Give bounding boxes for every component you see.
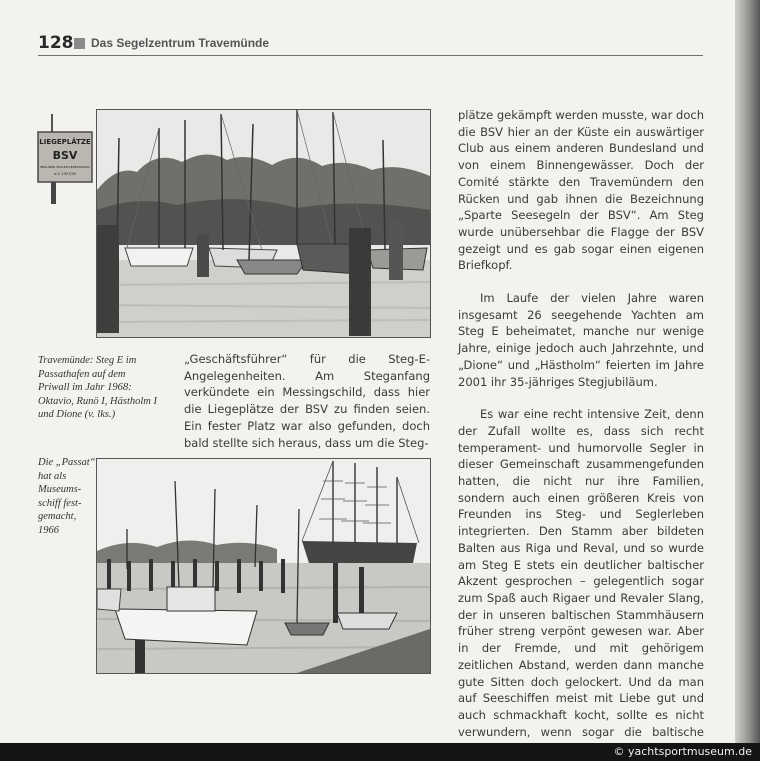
sign-line-1: LIEGEPLÄTZE [39, 138, 91, 146]
sign-line-2: BSV [52, 149, 78, 162]
running-header [38, 33, 703, 56]
right-paragraph-2: Im Laufe der vielen Jahre waren insgesamt 26 seegehende Yachten am Steg E beheimatet, manche nur wenige Jahre, einige jedoch auch Jahrzehnte, und „Dione“ und „Hästholm“ feierten im Jahre 2001 ihr 35-jähriges Stegjubiläum. [458, 291, 704, 389]
bsv-sign [37, 112, 93, 204]
caption-photo-2: Die „Passat“ hat als Museums- schiff fest- gemacht, 1966 [38, 457, 96, 536]
photo-passat-1966 [96, 458, 431, 674]
left-text-column [184, 351, 430, 451]
header-title: Das Segelzentrum Travemünde [91, 36, 270, 50]
header-square-mark [74, 38, 85, 49]
book-binding-shadow [735, 0, 760, 743]
sign-line-4: e.V. 1927/30 [54, 172, 76, 176]
right-paragraph-1: plätze gekämpft werden musste, war doch die BSV hier an der Küste ein auswärtiger Club aus einem anderen Bundesland und von einem Binnengewässer. Doch der Comité stärkte den Travemündern den Rücken und gab ihnen die Bezeichnung „Sparte Seesegeln der BSV“. Am Steg wurde unübersehbar die Flagge der BSV gezeigt und es gab sogar einen eigenen Briefkopf. [458, 108, 704, 273]
caption-photo-1: Travemünde: Steg E im Passathafen auf dem Priwall im Jahr 1968: Oktavio, Runö I, Hästholm I und Dione (v. lks.) [38, 355, 157, 420]
sign-line-3: BERLINER SEGLER-VEREINIGUNG [40, 165, 90, 169]
photo-harbour-1968 [96, 109, 431, 338]
left-paragraph: „Geschäftsführer“ für die Steg-E-Angelegenheiten. Am Steganfang verkündete ein Messingschild, dass hier die Liegeplätze der BSV zu finden seien. Ein fester Platz war also gefunden, doch bald stellte sich heraus, dass um die Steg- [184, 352, 430, 450]
page-number: 128 [38, 33, 74, 53]
right-text-column [458, 107, 704, 743]
right-paragraph-3: Es war eine recht intensive Zeit, denn der Zufall wollte es, dass sich recht temperament- und humorvolle Segler in dieser Gemeinschaft zusammengefunden hatten, die nicht nur ihre Familien, sondern auch einen größeren Kreis von Freunden ins Steg- und Seglerleben integrierten. Den Stamm aber bildeten Balten aus Riga und Reval, und so wurde am Steg E stets ein deutlicher baltischer Akzent gesprochen – gelegentlich sogar zum Spaß auch Rigaer und Revaler Slang, der in unseren baltischen Stammhäusern früher streng verpönt gewesen war. Aber in der Fremde, und mit gehörigem zeitlichen Abstand, werden dann manche gute Sitten doch gelockert. Und da man auf Seeschiffen meist mit Liebe gut und auch schmackhaft kocht, sollte es nicht verwundern, wenn sogar die baltische [458, 407, 704, 739]
watermark: © yachtsportmuseum.de [613, 745, 752, 758]
